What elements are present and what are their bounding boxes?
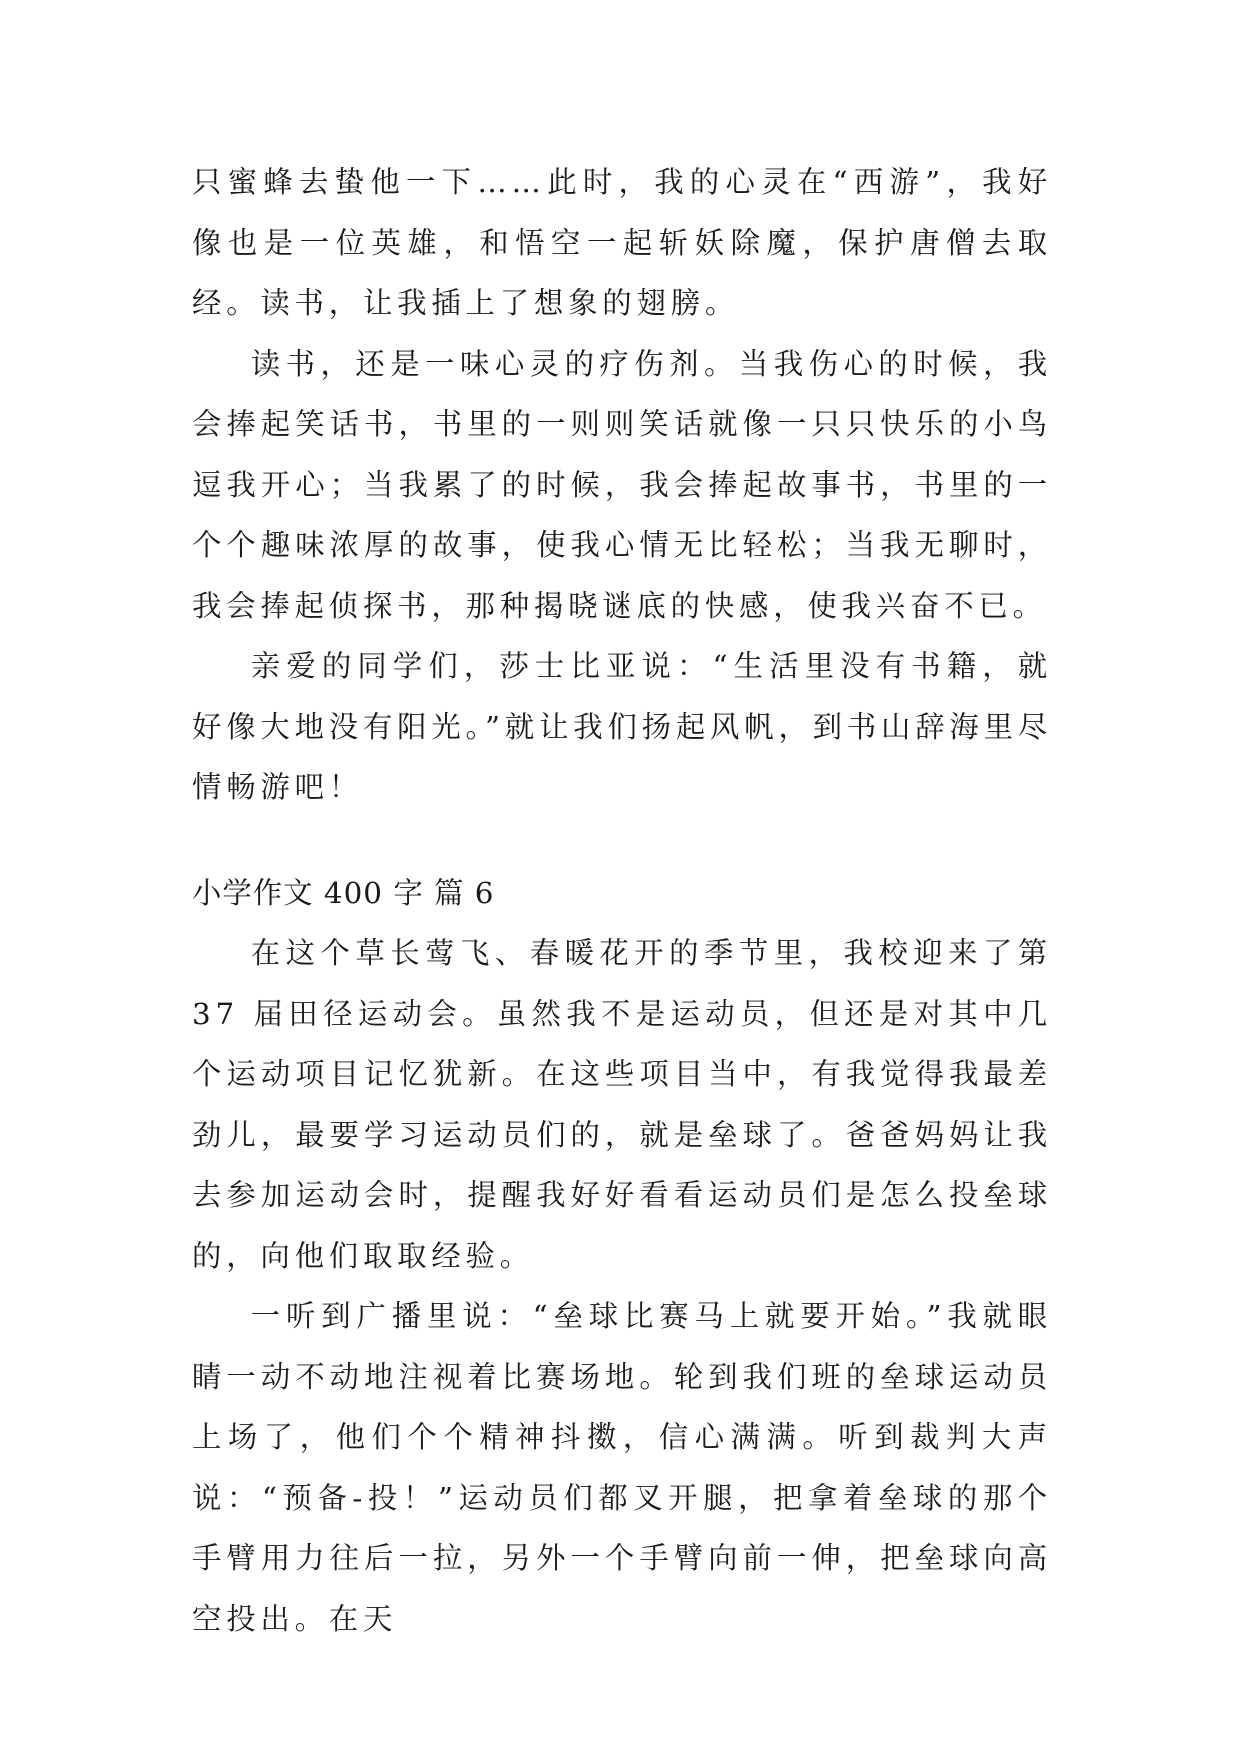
paragraph-continued: 只蜜蜂去蛰他一下……此时，我的心灵在“西游”，我好像也是一位英雄，和悟空一起斩妖除魔，保护唐僧去取经。读书，让我插上了想象的翅膀。 [192, 165, 1052, 320]
paragraph: 亲爱的同学们，莎士比亚说：“生活里没有书籍，就好像大地没有阳光。”就让我们扬起风帆，到书山辞海里尽情畅游吧！ [192, 649, 1052, 804]
section-spacer [192, 818, 1052, 863]
paragraph: 一听到广播里说：“垒球比赛马上就要开始。”我就眼睛一动不动地注视着比赛场地。轮到我们班的垒球运动员上场了，他们个个精神抖擞，信心满满。听到裁判大声说：“预备-投！”运动员们都叉开腿，把拿着垒球的那个手臂用力往后一拉，另外一个手臂向前一伸，把垒球向高空投出。在天 [192, 1299, 1052, 1636]
paragraph: 在这个草长莺飞、春暖花开的季节里，我校迎来了第 37 届田径运动会。虽然我不是运动员，但还是对其中几个运动项目记忆犹新。在这些项目当中，有我觉得我最差劲儿，最要学习运动员们的，就是垒球了。爸爸妈妈让我去参加运动会时，提醒我好好看看运动员们是怎么投垒球的，向他们取取经验。 [192, 936, 1052, 1273]
document-page [192, 152, 1052, 1649]
section-heading: 小学作文 400 字 篇 6 [192, 875, 495, 910]
paragraph: 读书，还是一味心灵的疗伤剂。当我伤心的时候，我会捧起笑话书，书里的一则则笑话就像一只只快乐的小鸟逗我开心；当我累了的时候，我会捧起故事书，书里的一个个趣味浓厚的故事，使我心情无比轻松；当我无聊时，我会捧起侦探书，那种揭晓谜底的快感，使我兴奋不已。 [192, 346, 1052, 623]
